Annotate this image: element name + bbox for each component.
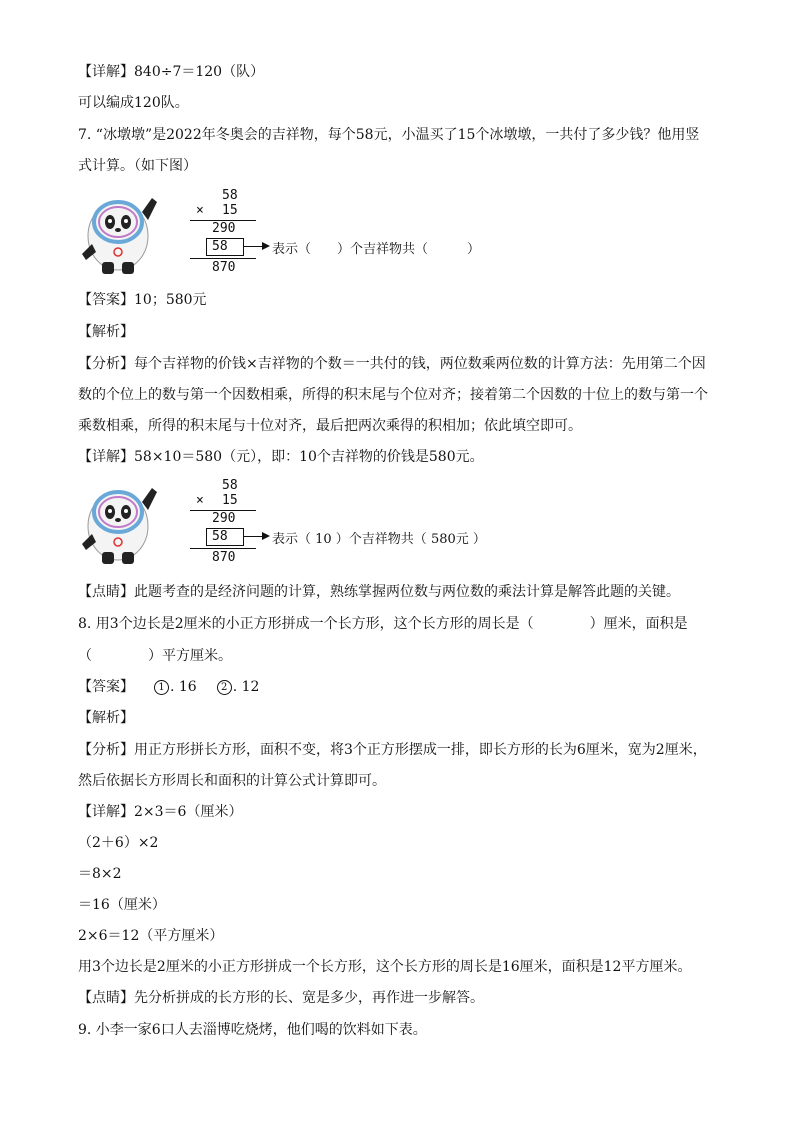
vertical-calculation-1 [190, 188, 520, 278]
detail-line: 【详解】840÷7＝120（队） [78, 64, 265, 80]
arrow-icon [262, 242, 270, 250]
question-9-line: 9. 小李一家6口人去淄博吃烧烤，他们喝的饮料如下表。 [78, 1022, 427, 1038]
arrow-line [243, 246, 263, 247]
question-7-line-1: 7. “冰墩墩”是2022年冬奥会的吉祥物，每个58元，小温买了15个冰墩墩，一共付了多少钱？他用竖 [78, 127, 700, 143]
calc-times-sign: × [196, 203, 204, 218]
circled-number-2: 2 [217, 680, 232, 695]
analysis-line-1: 【分析】用正方形拼长方形，面积不变，将3个正方形摆成一排，即长方形的长为6厘米，宽为2厘米， [78, 742, 707, 758]
answer-label: 【答案】 [78, 679, 134, 695]
calc-partial-product-2: 58 [212, 529, 228, 544]
analysis-line-2: 数的个位上的数与第一个因数相乘，所得的积末尾与个位对齐；接着第二个因数的十位上的数与第一个 [78, 387, 708, 403]
circled-number-1: 1 [154, 680, 169, 695]
calc-partial-product-1: 290 [212, 221, 236, 236]
analysis-heading: 【解析】 [78, 710, 134, 726]
answer-value-2: . 12 [232, 679, 260, 695]
answer-sentence: 可以编成120队。 [78, 95, 189, 111]
calc-step: ＝16（厘米） [78, 897, 166, 913]
calc-multiplicand: 58 [222, 188, 238, 203]
calc-partial-product-2: 58 [212, 239, 228, 254]
calc-result: 870 [212, 550, 236, 565]
answer-line [78, 677, 259, 697]
calc-explanation: 表示（ 10 ）个吉祥物共（ 580元 ） [272, 532, 486, 547]
calc-multiplicand: 58 [222, 478, 238, 493]
calc-multiplier: 15 [222, 493, 238, 508]
key-point-line: 【点睛】此题考查的是经济问题的计算，熟练掌握两位数与两位数的乘法计算是解答此题的关键。 [78, 584, 680, 600]
vertical-calculation-2 [190, 478, 530, 568]
detail-line: 【详解】2×3＝6（厘米） [78, 804, 243, 820]
answer-label: 【答案】10；580元 [78, 292, 207, 308]
arrow-icon [262, 532, 270, 540]
analysis-line-3: 乘数相乘，所得的积末尾与十位对齐，最后把两次乘得的积相加；依此填空即可。 [78, 418, 582, 434]
question-8-line-1: 8. 用3个边长是2厘米的小正方形拼成一个长方形，这个长方形的周长是（ ）厘米，面积是 [78, 616, 688, 632]
calc-times-sign: × [196, 493, 204, 508]
calc-explanation: 表示（ ）个吉祥物共（ ） [272, 242, 481, 257]
calc-step: 2×6＝12（平方厘米） [78, 928, 224, 944]
arrow-line [243, 536, 263, 537]
question-8-line-2: （ ）平方厘米。 [78, 648, 232, 664]
calc-rule [190, 548, 256, 549]
detail-line: 【详解】58×10＝580（元），即：10个吉祥物的价钱是580元。 [78, 449, 484, 465]
calc-multiplier: 15 [222, 203, 238, 218]
calc-step: ＝8×2 [78, 866, 122, 882]
calc-result: 870 [212, 260, 236, 275]
mascot-icon [78, 482, 160, 566]
mascot-icon [78, 192, 160, 276]
analysis-line-1: 【分析】每个吉祥物的价钱×吉祥物的个数＝一共付的钱，两位数乘两位数的计算方法：先用第二个因 [78, 356, 706, 372]
question-7-line-2: 式计算。（如下图） [78, 158, 197, 174]
analysis-heading: 【解析】 [78, 324, 134, 340]
conclusion-line: 用3个边长是2厘米的小正方形拼成一个长方形，这个长方形的周长是16厘米，面积是12平方厘米。 [78, 959, 692, 975]
key-point-line: 【点睛】先分析拼成的长方形的长、宽是多少，再作进一步解答。 [78, 990, 484, 1006]
calc-step: （2＋6）×2 [78, 835, 159, 851]
analysis-line-2: 然后依据长方形周长和面积的计算公式计算即可。 [78, 773, 386, 789]
calc-rule [190, 258, 256, 259]
answer-value-1: . 16 [170, 679, 197, 695]
calc-partial-product-1: 290 [212, 511, 236, 526]
